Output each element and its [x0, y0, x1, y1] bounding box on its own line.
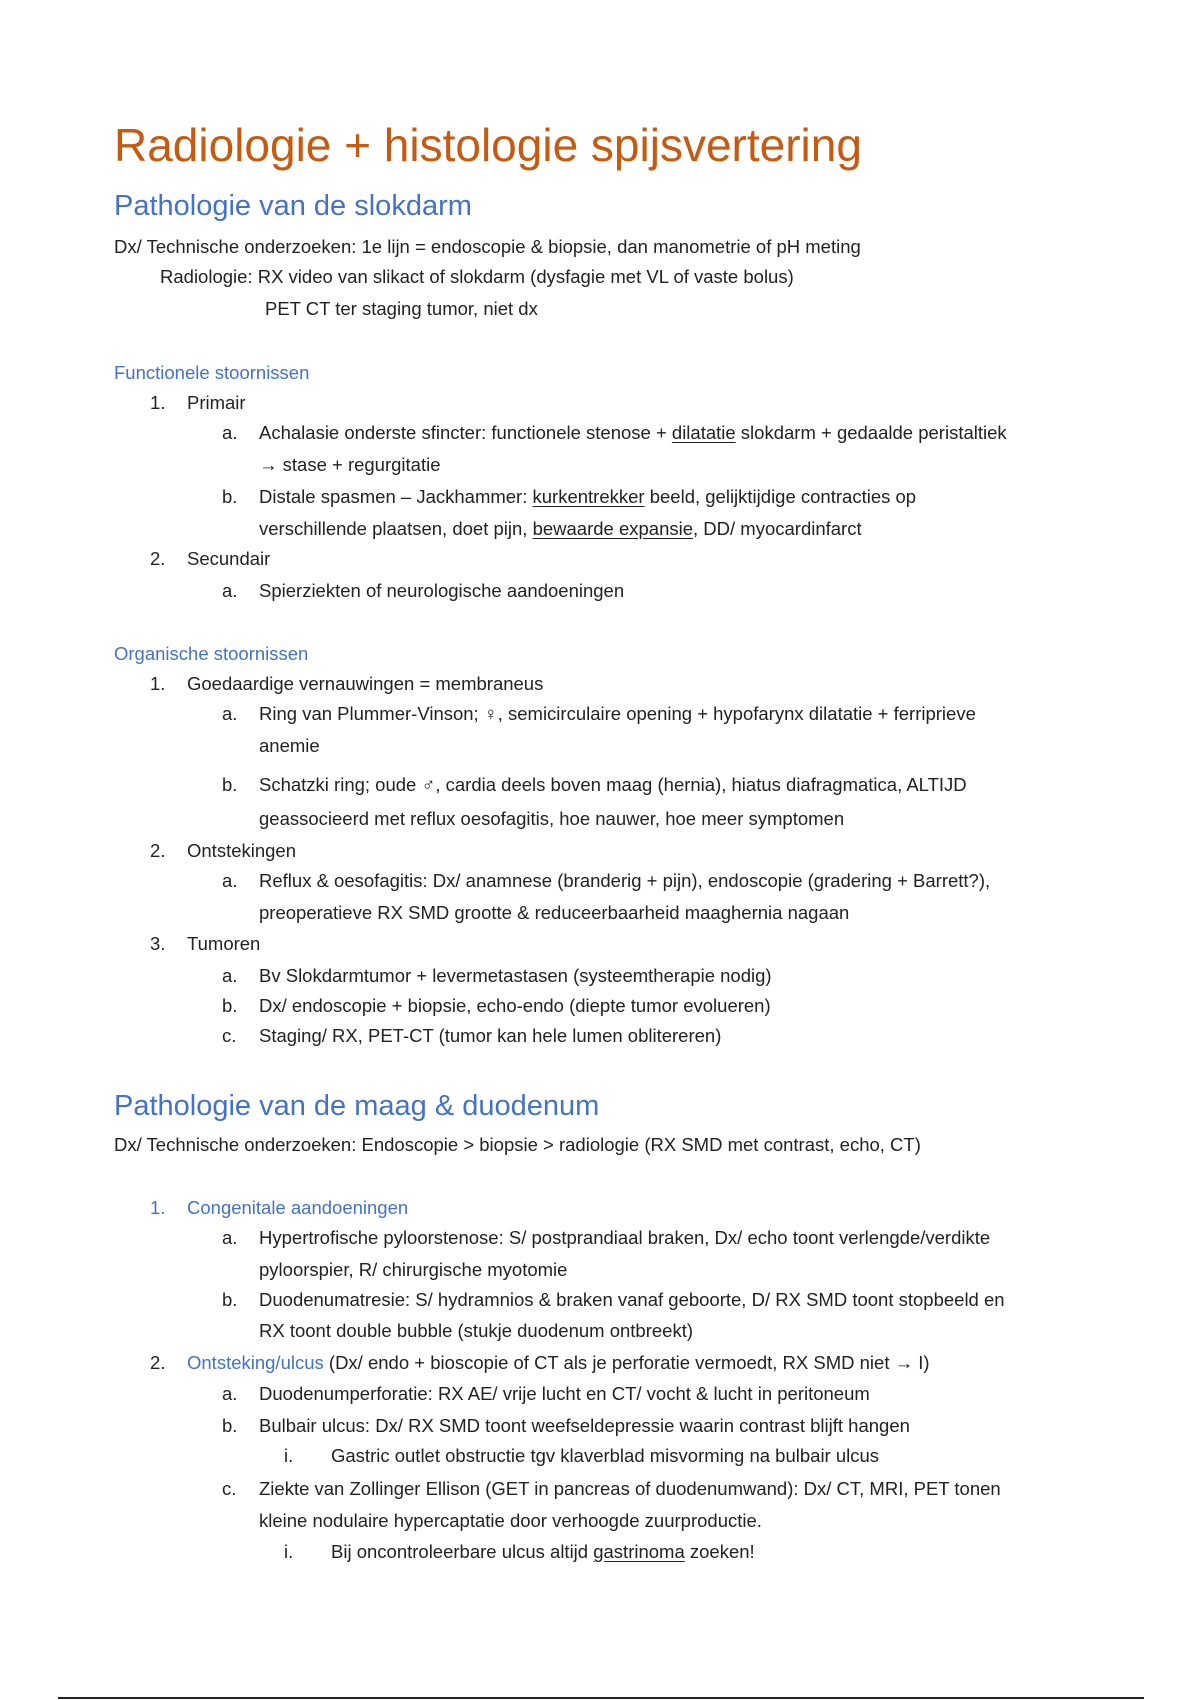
dx-text: Technische onderzoeken: 1e lijn = endoscopie & biopsie, dan manometrie of pH meting [146, 236, 861, 257]
list-number: 1. [150, 673, 166, 694]
list-item-congenitale: Congenitale aandoeningen [187, 1197, 409, 1218]
text-segment: zoeken! [684, 1541, 755, 1562]
list-item-reflux-line2: preoperatieve RX SMD grootte & reduceerbaarheid maaghernia nagaan [259, 902, 850, 923]
list-number: 3. [150, 933, 166, 954]
underlined-bewaarde-expansie: bewaarde expansie [532, 518, 694, 539]
list-letter: a. [222, 1227, 238, 1248]
list-item-dx-endoscopie: Dx/ endoscopie + biopsie, echo-endo (diepte tumor evolueren) [259, 995, 771, 1016]
list-number: 2. [150, 840, 166, 861]
text-segment: Distale spasmen – Jackhammer: [259, 486, 533, 507]
list-roman: i. [284, 1445, 294, 1466]
text-segment: , DD/ myocardinfarct [693, 518, 862, 539]
list-item-plummer-vinson: Ring van Plummer-Vinson; ♀, semicirculaire opening + hypofarynx dilatatie + ferriprieve [259, 703, 976, 724]
list-item-tumoren: Tumoren [187, 933, 261, 954]
list-item-gastric-outlet: Gastric outlet obstructie tgv klaverblad misvorming na bulbair ulcus [331, 1445, 880, 1466]
heading-functionele-stoornissen: Functionele stoornissen [114, 362, 310, 383]
dx-line [114, 236, 861, 258]
document-title: Radiologie + histologie spijsvertering [114, 119, 862, 171]
list-letter: a. [222, 703, 238, 724]
maag-dx-line: Dx/ Technische onderzoeken: Endoscopie > biopsie > radiologie (RX SMD met contrast, echo, CT) [114, 1134, 921, 1155]
radiologie-line: Radiologie: RX video van slikact of slokdarm (dysfagie met VL of vaste bolus) [160, 266, 794, 287]
list-item-ontsteking-ulcus [187, 1352, 930, 1374]
list-item-spierziekten: Spierziekten of neurologische aandoeningen [259, 580, 625, 601]
list-number: 1. [150, 392, 166, 413]
list-item-achalasie-line2: → stase + regurgitatie [259, 454, 441, 475]
list-letter: a. [222, 965, 238, 986]
list-item-primair: Primair [187, 392, 246, 413]
list-item-spasmen [259, 486, 916, 508]
list-item-achalasie [259, 422, 1007, 444]
list-letter: b. [222, 995, 238, 1016]
list-letter: b. [222, 486, 238, 507]
ontsteking-ulcus-rest: (Dx/ endo + bioscopie of CT als je perforatie vermoedt, RX SMD niet → I) [323, 1352, 930, 1373]
list-letter: a. [222, 422, 238, 443]
list-letter: b. [222, 1415, 238, 1436]
underlined-dilatatie: dilatatie [671, 422, 736, 443]
list-item-bulbair-ulcus: Bulbair ulcus: Dx/ RX SMD toont weefseldepressie waarin contrast blijft hangen [259, 1415, 910, 1436]
list-item-secundair: Secundair [187, 548, 271, 569]
list-item-plummer-vinson-line2: anemie [259, 735, 320, 756]
list-item-zollinger-ellison: Ziekte van Zollinger Ellison (GET in pancreas of duodenumwand): Dx/ CT, MRI, PET tonen [259, 1478, 1001, 1499]
bottom-rule [58, 1697, 1144, 1699]
list-item-duodenumperforatie: Duodenumperforatie: RX AE/ vrije lucht en CT/ vocht & lucht in peritoneum [259, 1383, 870, 1404]
heading-slokdarm: Pathologie van de slokdarm [114, 190, 472, 222]
underlined-gastrinoma: gastrinoma [593, 1541, 685, 1562]
list-item-schatzki-line2: geassocieerd met reflux oesofagitis, hoe nauwer, hoe meer symptomen [259, 808, 845, 829]
underlined-kurkentrekker: kurkentrekker [532, 486, 645, 507]
text-segment: Bij oncontroleerbare ulcus altijd [331, 1541, 594, 1562]
heading-organische-stoornissen: Organische stoornissen [114, 643, 309, 664]
dx-label: Dx/ [114, 236, 142, 257]
list-item-spasmen-line2 [259, 518, 862, 540]
list-number: 2. [150, 548, 166, 569]
list-item-ontstekingen: Ontstekingen [187, 840, 297, 861]
list-item-gastrinoma [331, 1541, 755, 1563]
list-item-staging: Staging/ RX, PET-CT (tumor kan hele lumen oblitereren) [259, 1025, 722, 1046]
list-letter: a. [222, 580, 238, 601]
list-item-pyloorstenose: Hypertrofische pyloorstenose: S/ postprandiaal braken, Dx/ echo toont verlengde/verdikte [259, 1227, 991, 1248]
list-letter: a. [222, 870, 238, 891]
list-letter: a. [222, 1383, 238, 1404]
petct-line: PET CT ter staging tumor, niet dx [265, 298, 538, 319]
text-segment: beeld, gelijktijdige contracties op [644, 486, 917, 507]
text-segment: slokdarm + gedaalde peristaltiek [735, 422, 1007, 443]
list-item-schatzki: Schatzki ring; oude ♂, cardia deels boven maag (hernia), hiatus diafragmatica, ALTIJD [259, 774, 967, 795]
list-item-vernauwingen: Goedaardige vernauwingen = membraneus [187, 673, 544, 694]
list-item-pyloorstenose-line2: pyloorspier, R/ chirurgische myotomie [259, 1259, 568, 1280]
list-item-slokdarmtumor: Bv Slokdarmtumor + levermetastasen (systeemtherapie nodig) [259, 965, 772, 986]
list-item-reflux: Reflux & oesofagitis: Dx/ anamnese (branderig + pijn), endoscopie (gradering + Barrett?), [259, 870, 991, 891]
list-letter: c. [222, 1025, 237, 1046]
list-letter: c. [222, 1478, 237, 1499]
list-item-duodenumatresie-line2: RX toont double bubble (stukje duodenum ontbreekt) [259, 1320, 694, 1341]
list-letter: b. [222, 774, 238, 795]
list-item-duodenumatresie: Duodenumatresie: S/ hydramnios & braken vanaf geboorte, D/ RX SMD toont stopbeeld en [259, 1289, 1005, 1310]
text-segment: Achalasie onderste sfincter: functionele stenose + [259, 422, 672, 443]
list-number: 1. [150, 1197, 166, 1218]
text-segment: verschillende plaatsen, doet pijn, [259, 518, 533, 539]
ontsteking-ulcus-label: Ontsteking/ulcus [187, 1352, 324, 1373]
list-item-zollinger-ellison-line2: kleine nodulaire hypercaptatie door verhoogde zuurproductie. [259, 1510, 762, 1531]
heading-maag-duodenum: Pathologie van de maag & duodenum [114, 1090, 600, 1122]
list-number: 2. [150, 1352, 166, 1373]
list-letter: b. [222, 1289, 238, 1310]
list-roman: i. [284, 1541, 294, 1562]
